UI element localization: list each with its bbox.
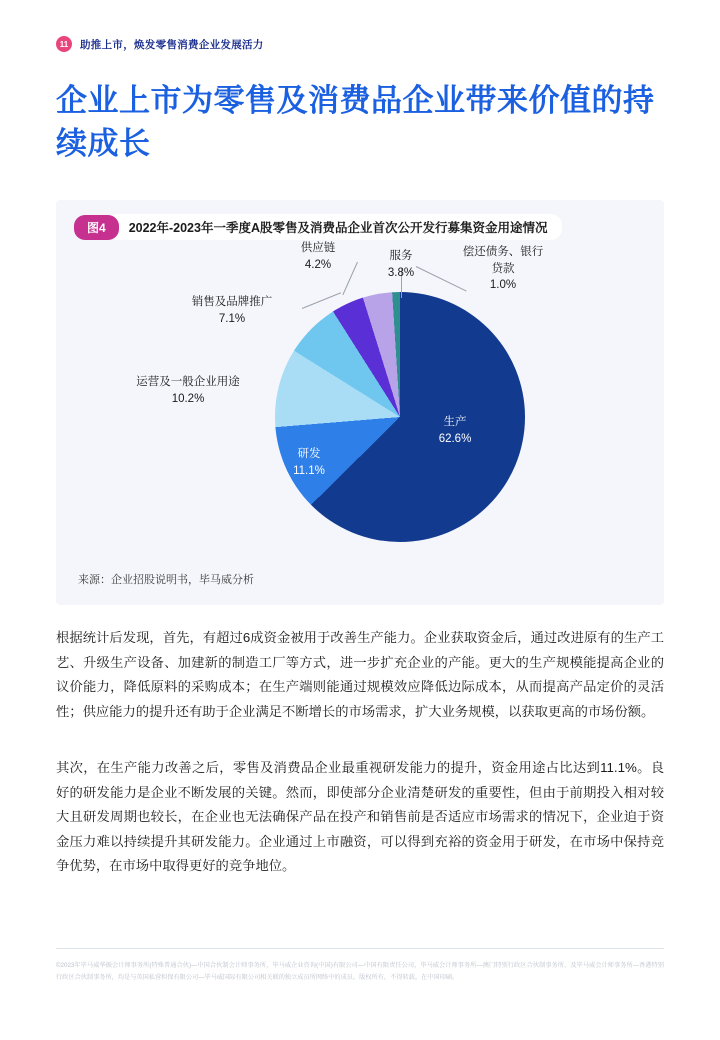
pie-chart [56,242,664,564]
pie-label-rnd-name: 研发 [297,448,321,460]
pie-label-supply-chain [278,240,358,273]
pie-label-rnd [278,446,340,479]
pie-label-rnd-value: 11.1% [293,464,325,477]
chart-caption-row [74,214,562,240]
pie-label-operations [104,374,272,407]
page-header [56,36,264,52]
pie-label-production-value: 62.6% [438,432,472,445]
footer-legal-text: ©2023年毕马威华振会计师事务所(特殊普通合伙)—中国合伙制会计师事务所，毕马威企业咨询(中国)有限公司—中国有限责任公司，毕马威会计师事务所—澳门特别行政区合伙制事务所，及毕马威会计师事务所—香港特别行政区合伙制事务所，均是与英国私营担保有限公司—毕马威国际有限公司相关联的独立成员所网络中的成员。版权所有，不得转载。在中国印刷。 [56,962,664,981]
header-title: 助推上市，焕发零售消费企业发展活力 [80,38,264,51]
pie-label-debt [438,244,568,294]
pie-label-production [424,414,486,447]
pie-label-debt-line1: 偿还债务、银行 [462,246,544,258]
chart-card [56,200,664,605]
chart-source-note: 来源：企业招股说明书，毕马威分析 [78,574,254,586]
pie-label-marketing-name: 销售及品牌推广 [191,296,273,308]
page-title: 企业上市为零售及消费品企业带来价值的持续成长 [56,83,655,161]
pie-label-operations-name: 运营及一般企业用途 [136,376,240,388]
pie-label-debt-value: 1.0% [489,279,517,292]
page-number-badge: 11 [56,36,72,52]
body-paragraph-1: 根据统计后发现，首先，有超过6成资金被用于改善生产能力。企业获取资金后，通过改进原有的生产工艺、升级生产设备、加建新的制造工厂等方式，进一步扩充企业的产能。更大的生产规模能提高企业的议价能力，降低原料的采购成本；在生产端则能通过规模效应降低边际成本，从而提高产品定价的灵活性；供应能力的提升还有助于企业满足不断增长的市场需求，扩大业务规模，以获取更高的市场份额。 [56,630,664,719]
chart-figure-tag: 图4 [74,215,119,240]
pie-label-supply-chain-name: 供应链 [300,242,336,254]
pie-label-service-value: 3.8% [387,266,415,279]
pie-label-service-name: 服务 [389,250,413,262]
pie-graphic [275,292,525,542]
chart-caption: 2022年-2023年一季度A股零售及消费品企业首次公开发行募集资金用途情况 [107,214,562,240]
pie-label-marketing [162,294,302,327]
pie-label-debt-line2: 贷款 [491,262,515,275]
pie-label-operations-value: 10.2% [171,392,205,405]
pie-label-marketing-value: 7.1% [218,312,246,325]
footer-divider [56,948,664,949]
pie-disc [275,292,525,542]
body-paragraph-2: 其次，在生产能力改善之后，零售及消费品企业最重视研发能力的提升，资金用途占比达到11.1%。良好的研发能力是企业不断发展的关键。然而，即使部分企业清楚研发的重要性，但由于前期投入相对较大且研发周期也较长，在企业也无法确保产品在投产和销售前是否适应市场需求的情况下，企业迫于资金压力难以持续提升其研发能力。企业通过上市融资，可以得到充裕的资金用于研发，在市场中保持竞争优势，在市场中取得更好的竞争地位。 [56,760,664,874]
pie-label-service [364,248,438,281]
pie-label-supply-chain-value: 4.2% [304,258,332,271]
pie-label-production-name: 生产 [443,416,467,428]
